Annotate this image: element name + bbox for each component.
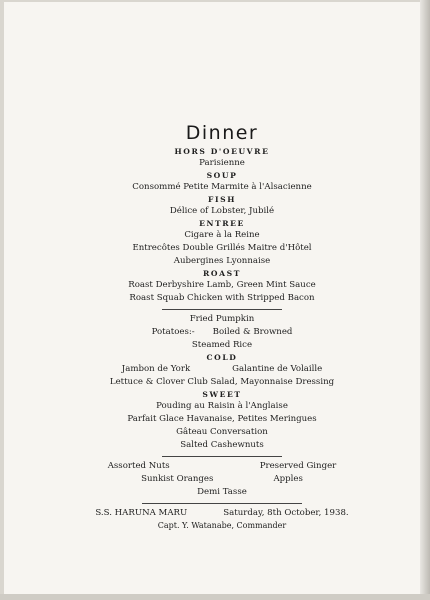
menu-item: Parisienne	[199, 158, 245, 168]
page-bottom-edge	[0, 594, 430, 600]
section-heading-cold: COLD	[206, 353, 238, 362]
menu-item: Lettuce & Clover Club Salad, Mayonnaise Dressing	[109, 377, 335, 387]
menu-item: Salted Cashewnuts	[180, 440, 264, 450]
section-heading-fish: FISH	[207, 195, 236, 204]
menu-item: Délice of Lobster, Jubilé	[169, 206, 275, 216]
ship-name: S.S. HARUNA MARU	[95, 508, 188, 518]
menu-item: Fried Pumpkin	[189, 314, 255, 324]
menu-item: Aubergines Lyonnaise	[173, 256, 271, 266]
dessert-row-1	[24, 460, 420, 473]
menu-content	[4, 120, 420, 532]
divider-rule	[142, 503, 302, 504]
page-edge-shadow	[420, 0, 430, 600]
section-heading-hors-doeuvre: HORS D'OEUVRE	[174, 147, 270, 156]
divider-rule	[162, 309, 282, 310]
section-heading-roast: ROAST	[203, 269, 241, 278]
menu-item: Sunkist Oranges	[141, 474, 214, 484]
menu-card	[4, 2, 420, 594]
menu-item: Steamed Rice	[191, 340, 253, 350]
potatoes-label: Potatoes:-	[151, 327, 195, 337]
menu-item: Parfait Glace Havanaise, Petites Meringues	[127, 414, 317, 424]
menu-item: Preserved Ginger	[259, 461, 337, 471]
footer-ship-date	[24, 507, 420, 520]
menu-item: Entrecôtes Double Grillés Maitre d'Hôtel	[132, 243, 312, 253]
potatoes-value: Boiled & Browned	[212, 327, 293, 337]
cold-row	[24, 363, 420, 376]
section-heading-entree: ENTREE	[199, 219, 245, 228]
dessert-row-2	[24, 473, 420, 486]
menu-item: Assorted Nuts	[107, 461, 170, 471]
menu-item: Galantine de Volaille	[232, 364, 323, 374]
menu-item: Demi Tasse	[197, 487, 247, 497]
menu-item: Cigare à la Reine	[184, 230, 260, 240]
potatoes-row	[24, 326, 420, 339]
menu-item: Roast Derbyshire Lamb, Green Mint Sauce	[128, 280, 316, 290]
divider-rule	[162, 456, 282, 457]
menu-item: Jambon de York	[121, 364, 191, 374]
section-heading-soup: SOUP	[206, 171, 238, 180]
menu-item: Roast Squab Chicken with Stripped Bacon	[129, 293, 315, 303]
captain-line: Capt. Y. Watanabe, Commander	[157, 521, 287, 530]
section-heading-sweet: SWEET	[202, 390, 242, 399]
menu-title: Dinner	[185, 122, 259, 144]
menu-item: Apples	[273, 474, 303, 484]
menu-item: Consommé Petite Marmite à l'Alsacienne	[132, 182, 312, 192]
menu-item: Pouding au Raisin à l'Anglaise	[156, 401, 288, 411]
menu-date: Saturday, 8th October, 1938.	[223, 508, 349, 518]
menu-item: Gâteau Conversation	[176, 427, 268, 437]
